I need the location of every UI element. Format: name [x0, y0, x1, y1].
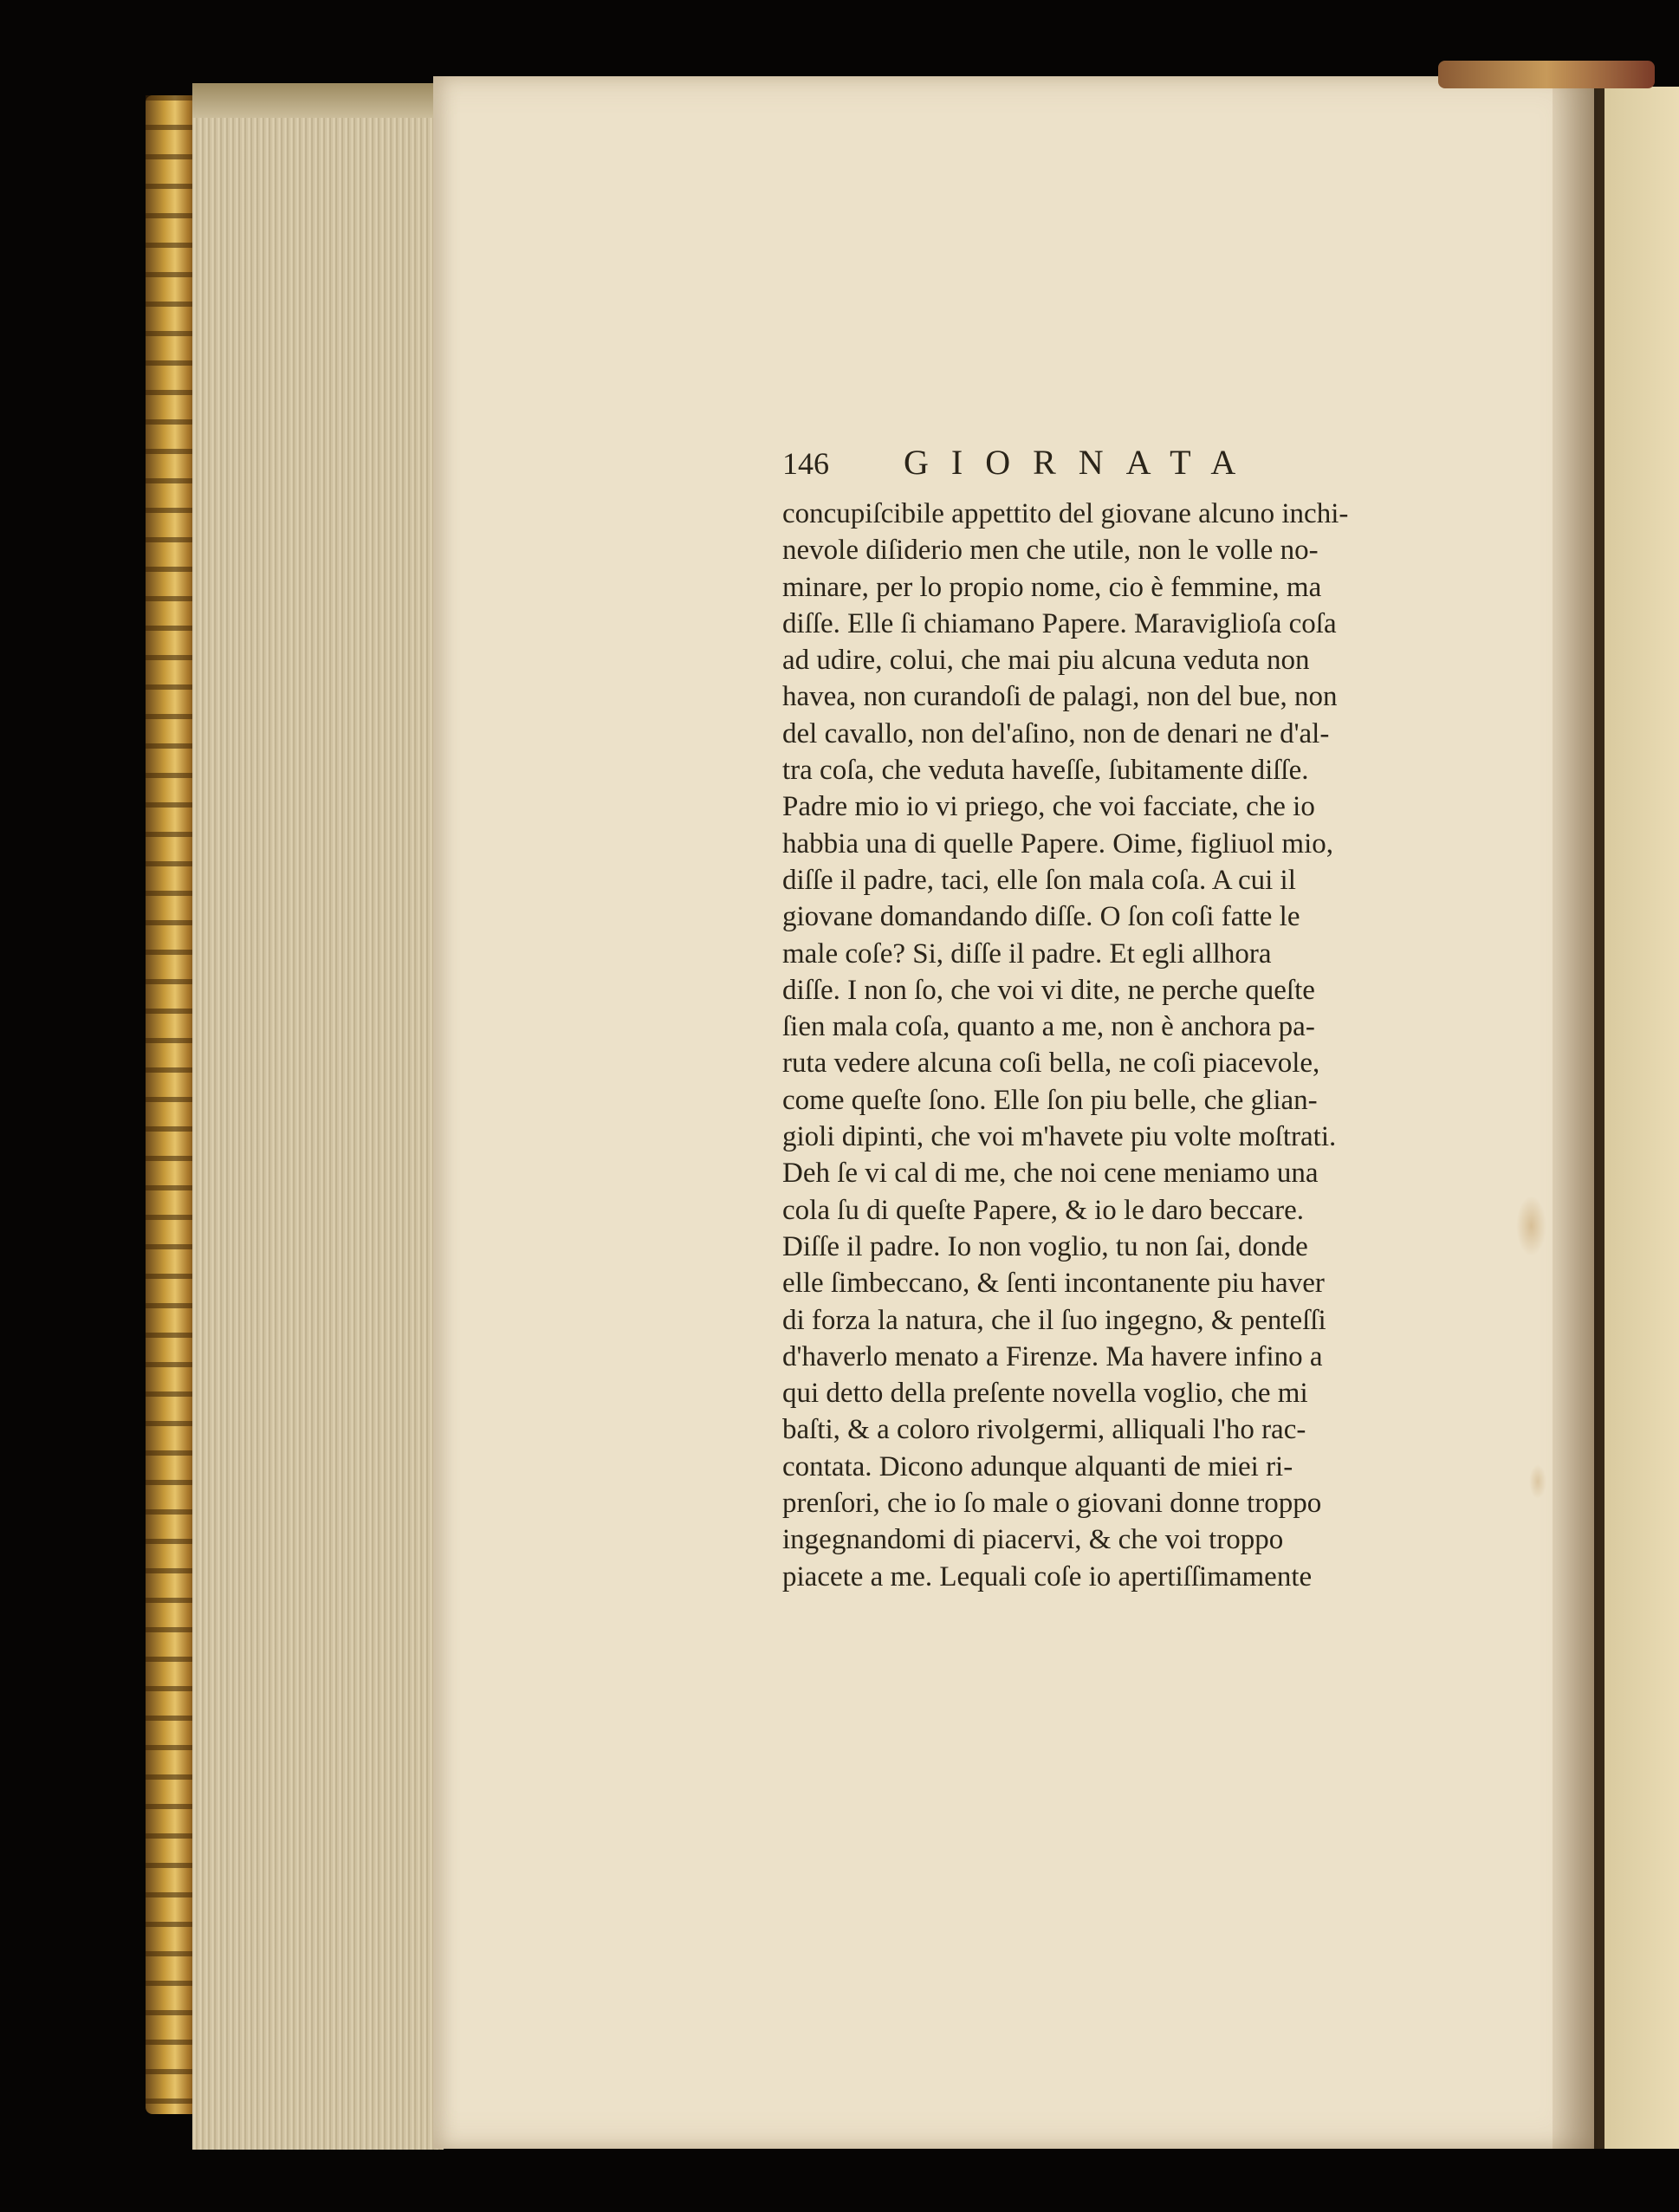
- text-line: tra coſa, che veduta haveſſe, ſubitamente diſſe.: [782, 755, 1309, 787]
- text-line: diſſe. I non ſo, che voi vi dite, ne perche queſte: [782, 974, 1315, 1006]
- text-line: come queſte ſono. Elle ſon piu belle, che glian-: [782, 1084, 1318, 1116]
- text-line: havea, non curandoſi de palagi, non del bue, non: [782, 681, 1338, 713]
- paper-stain: [1529, 1464, 1546, 1499]
- text-line: qui detto della preſente novella voglio, che mi: [782, 1378, 1308, 1410]
- text-line: piacete a me. Lequali coſe io apertiſſimamente: [782, 1560, 1313, 1593]
- text-line: Diſſe il padre. Io non voglio, tu non ſai, donde: [782, 1230, 1308, 1262]
- text-line: ruta vedere alcuna coſi bella, ne coſi piacevole,: [782, 1048, 1320, 1080]
- text-line: elle ſimbeccano, & ſenti incontanente piu haver: [782, 1268, 1325, 1300]
- text-line: Deh ſe vi cal di me, che noi cene meniamo una: [782, 1158, 1319, 1190]
- text-line: male coſe? Si, diſſe il padre. Et egli allhora: [782, 937, 1272, 970]
- text-line: ad udire, colui, che mai piu alcuna veduta non: [782, 645, 1310, 677]
- text-line: di forza la natura, che il ſuo ingegno, & penteſſi: [782, 1304, 1326, 1336]
- facing-page-sliver: [1604, 87, 1679, 2149]
- text-line: habbia una di quelle Papere. Oime, figliuol mio,: [782, 827, 1334, 860]
- binding-pattern: [146, 95, 199, 2114]
- body-text: [782, 496, 1428, 1595]
- text-line: prenſori, che io ſo male o giovani donne troppo: [782, 1488, 1322, 1520]
- running-head: GIORNATA: [904, 443, 1259, 482]
- text-line: ingegnandomi di piacervi, & che voi troppo: [782, 1524, 1284, 1556]
- ribbon-bookmark: [1438, 61, 1655, 88]
- text-line: ſien mala coſa, quanto a me, non è anchora pa-: [782, 1011, 1315, 1043]
- text-line: cola ſu di queſte Papere, & io le daro beccare.: [782, 1194, 1304, 1226]
- paper-stain: [1516, 1196, 1546, 1256]
- page-header: [782, 442, 1428, 485]
- page-number: 146: [782, 446, 829, 481]
- text-line: del cavallo, non del'aſino, non de denari ne d'al-: [782, 717, 1330, 749]
- page-edges-top: [192, 83, 444, 118]
- text-line: giovane domandando diſſe. O ſon coſi fatte le: [782, 901, 1300, 933]
- text-line: concupiſcibile appettito del giovane alcuno inchi-: [782, 498, 1349, 529]
- text-line: minare, per lo propio nome, cio è femmine, ma: [782, 571, 1322, 603]
- text-line: diſſe il padre, taci, elle ſon mala coſa. A cui il: [782, 864, 1296, 896]
- gilt-spine-binding: [146, 95, 199, 2114]
- text-line: nevole diſiderio men che utile, non le volle no-: [782, 535, 1319, 567]
- text-line: gioli dipinti, che voi m'havete piu volte moſtrati.: [782, 1121, 1337, 1153]
- text-line: diſſe. Elle ſi chiamano Papere. Maraviglioſa coſa: [782, 607, 1337, 639]
- text-line: baſti, & a coloro rivolgermi, alliquali l'ho rac-: [782, 1414, 1306, 1446]
- page-edges: [192, 83, 444, 2150]
- text-line: contata. Dicono adunque alquanti de miei ri-: [782, 1450, 1293, 1482]
- text-line: d'haverlo menato a Firenze. Ma havere infino a: [782, 1340, 1323, 1372]
- text-line: Padre mio io vi priego, che voi facciate, che io: [782, 791, 1315, 823]
- page-gutter: [1553, 76, 1604, 2149]
